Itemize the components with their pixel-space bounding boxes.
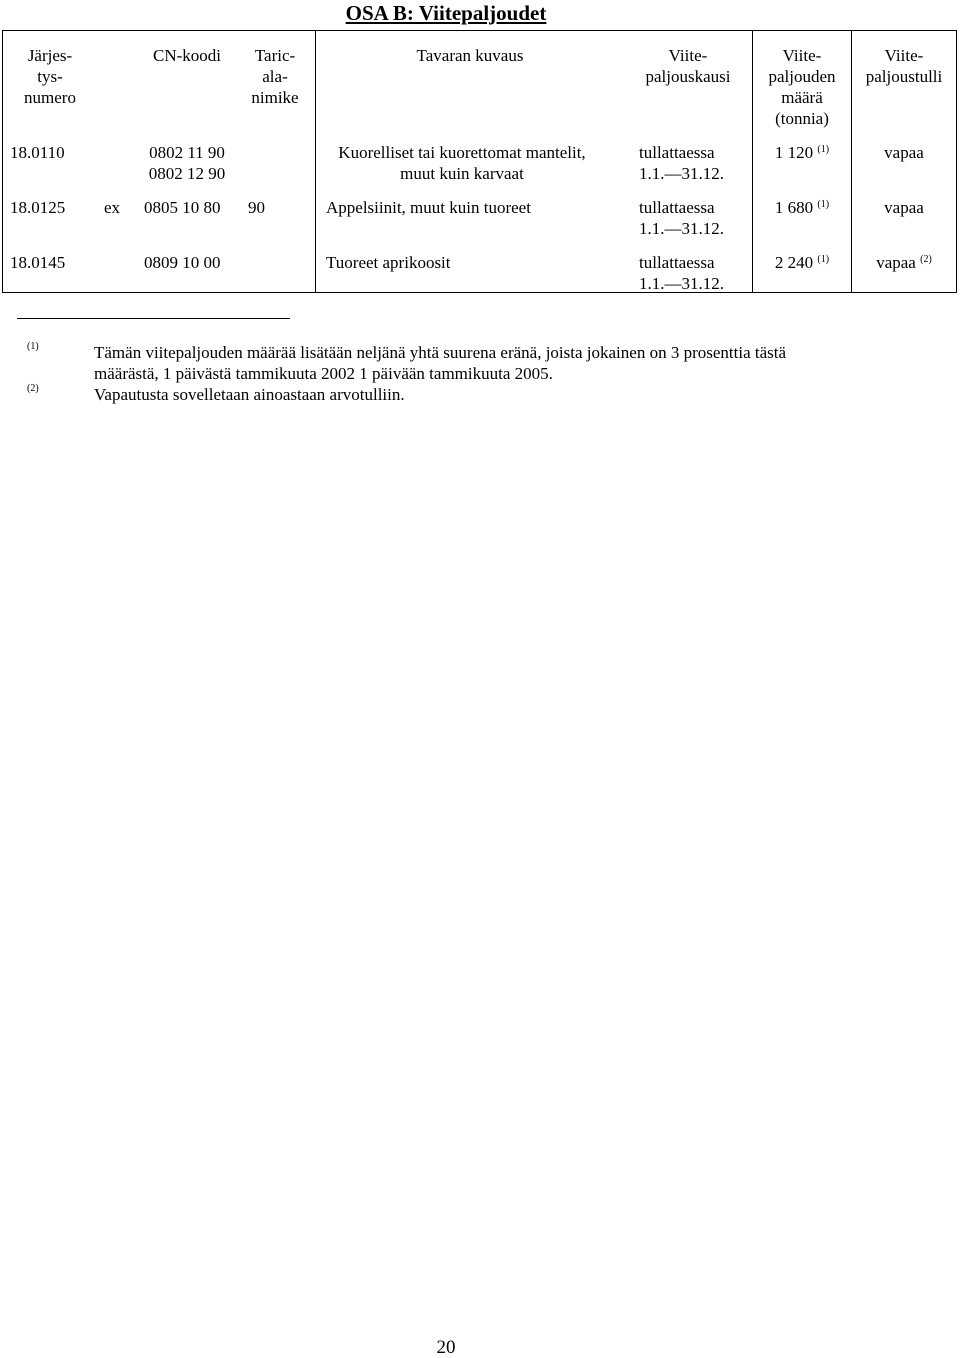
header-taric: Taric- ala- nimike [251,46,299,107]
header-quota-duty: Viite- paljoustulli [865,46,943,86]
table-row-ex: ex [104,198,121,217]
column-divider [315,30,316,293]
table-row-order-number: 18.0145 [10,253,66,272]
header-description: Tavaran kuvaus [416,46,524,65]
footnote-text-1: Tämän viitepaljouden määrää lisätään neljänä yhtä suurena eränä, joista jokainen on 3 prosenttia tästä määrästä, 1 päivästä tammikuuta 2002 1 päivään tammikuuta 2005. [94,343,787,383]
table-row-order-number: 18.0110 [10,143,65,162]
table-row-cn-code: 0802 11 90 0802 12 90 [148,143,226,183]
table-row-cn-code: 0809 10 00 [144,253,221,272]
footnote-mark-1: (1) [27,341,39,352]
table-row-order-number: 18.0125 [10,198,66,217]
table-row-description: Kuorelliset tai kuorettomat mantelit, muut kuin karvaat [338,143,586,183]
footnote-separator [17,318,290,319]
page-title: OSA B: Viitepaljoudet [345,1,547,25]
table-row-amount: 1 680 $^{(1)}$ [774,198,830,217]
footnote-text-2: Vapautusta sovelletaan ainoastaan arvotulliin. [94,385,405,404]
table-row-duty: vapaa [884,198,924,217]
page-number: 20 [436,1337,456,1358]
table-row-duty: vapaa [884,143,924,162]
table-row-period: tullattaessa 1.1.—31.12. [639,253,724,293]
header-order-number: Järjes- tys- numero [24,46,76,107]
table-row-cn-code: 0805 10 80 [144,198,221,217]
table-row-period: tullattaessa 1.1.—31.12. [639,198,724,238]
table-row-description: Tuoreet aprikoosit [326,253,451,272]
header-quota-period: Viite- paljouskausi [645,46,731,86]
table-row-taric: 90 [248,198,265,217]
table-row-amount: 1 120 $^{(1)}$ [774,143,830,162]
footnote-mark-2: (2) [27,383,39,394]
table-row-description: Appelsiinit, muut kuin tuoreet [326,198,531,217]
table-row-duty: vapaa $^{(2)}$ [876,253,932,272]
header-quota-amount: Viite- paljouden määrä (tonnia) [768,46,836,128]
header-cn-code: CN-koodi [153,46,221,65]
table-row-period: tullattaessa 1.1.—31.12. [639,143,724,183]
table-row-amount: 2 240 $^{(1)}$ [774,253,830,272]
